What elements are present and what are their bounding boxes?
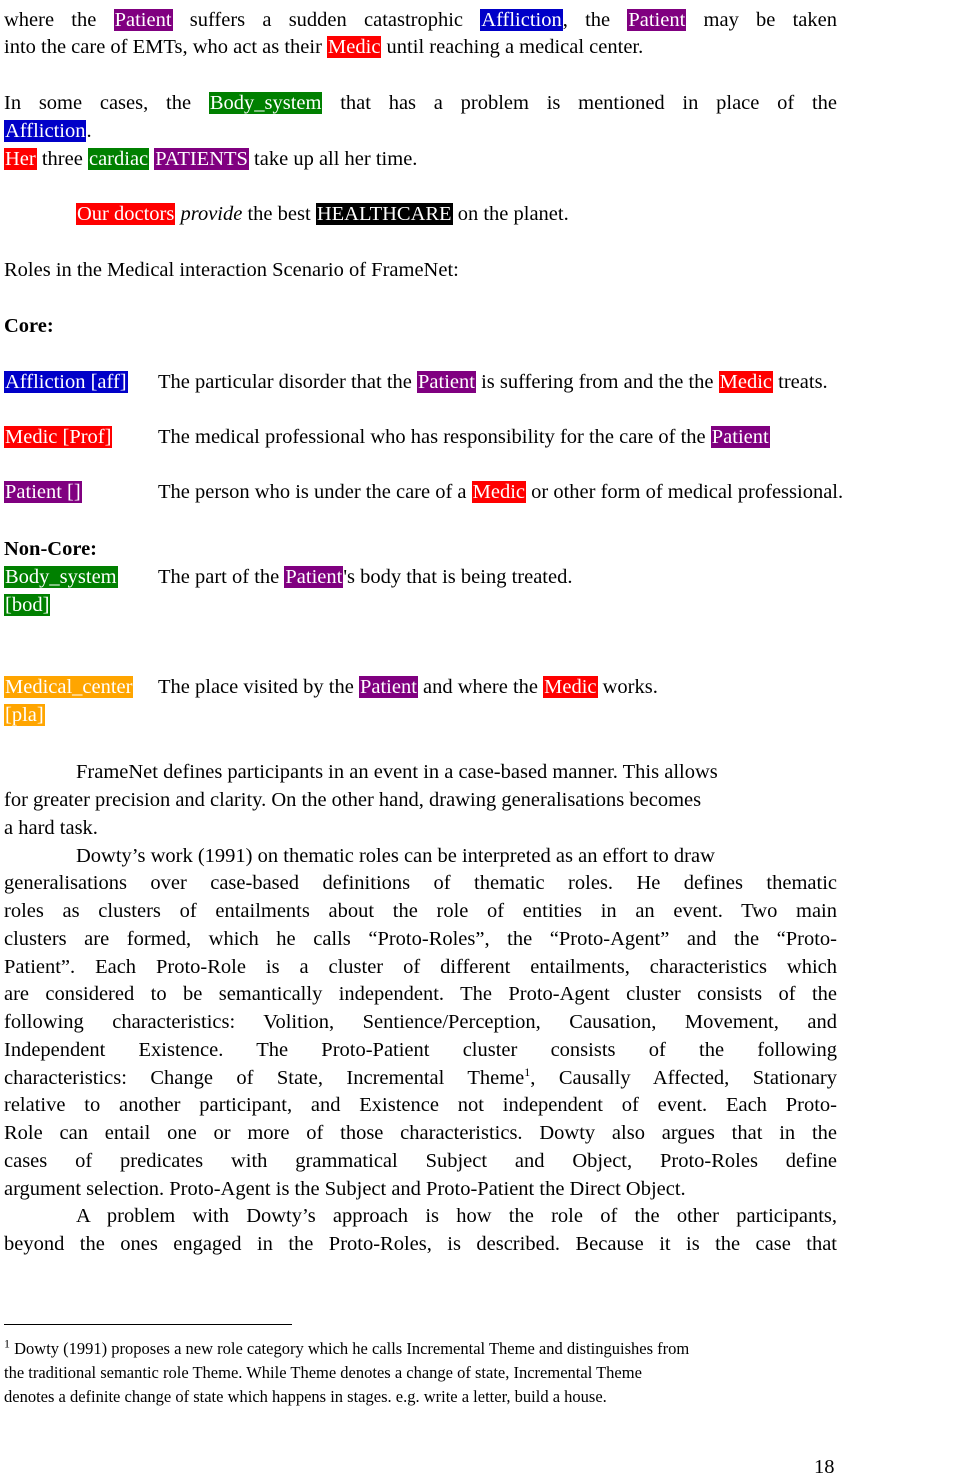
footnote-line: denotes a definite change of state which happens in stages. e.g. write a letter, build a house. <box>4 1387 607 1406</box>
dowty-para-line: relative to another participant, and Existence not independent of event. Each Proto- <box>4 1094 837 1116</box>
text-span: 's body that is being treated. <box>343 566 573 588</box>
text-span: , the <box>562 9 628 31</box>
medic-highlight: Medic <box>544 676 597 698</box>
role-tag-patient <box>4 479 82 505</box>
text-span: In some cases, the <box>4 92 209 114</box>
page-number: 18 <box>814 1456 835 1478</box>
patient-highlight: Patient <box>628 9 686 31</box>
medic-highlight: Medic <box>472 481 526 503</box>
medic-highlight: Medic <box>719 371 773 393</box>
text-span: where the <box>4 9 114 31</box>
roles-heading: Roles in the Medical interaction Scenario of FrameNet: <box>4 259 459 281</box>
dowty-para-line: roles as clusters of entailments about the role of entities in an event. Two main <box>4 900 837 922</box>
text-span: suffers a sudden catastrophic <box>172 9 481 31</box>
medic-highlight: Medic <box>328 36 381 58</box>
framenet-para-line: a hard task. <box>4 817 98 839</box>
affliction-highlight: Affliction <box>481 9 562 31</box>
medical-center-tag-abbr: [pla] <box>5 704 44 726</box>
text-span: three <box>36 148 88 170</box>
role-definition-body-system <box>158 564 572 590</box>
noncore-heading: Non-Core: <box>4 538 97 560</box>
role-tag-body-system <box>4 564 118 590</box>
body-system-tag-abbr: [bod] <box>5 594 50 616</box>
affliction-tag: Affliction [aff] <box>5 371 127 393</box>
patient-highlight: Patient <box>114 9 172 31</box>
problem-para-line: A problem with Dowty’s approach is how the role of the other participants, <box>76 1205 837 1227</box>
footnote-divider <box>4 1324 292 1325</box>
text-span: take up all her time. <box>248 148 418 170</box>
problem-para-line: beyond the ones engaged in the Proto-Roles, is described. Because it is the case that <box>4 1233 837 1255</box>
role-tag-body-system-abbr <box>4 592 50 618</box>
text-span: that has a problem is mentioned in place of the <box>322 92 838 114</box>
core-heading: Core: <box>4 315 54 337</box>
framenet-para-line: for greater precision and clarity. On the other hand, drawing generalisations becomes <box>4 789 702 811</box>
footnote-line <box>4 1337 689 1360</box>
role-definition-medical-center <box>158 674 658 700</box>
text-span: The place visited by the <box>158 676 359 698</box>
affliction-highlight: Affliction <box>5 120 86 142</box>
dowty-para-line: Independent Existence. The Proto-Patient cluster consists of the following <box>4 1039 837 1061</box>
text-span: and where the <box>417 676 544 698</box>
top-para-line-1 <box>4 7 837 33</box>
dowty-para-line: cases of predicates with grammatical Subject and Object, Proto-Roles define <box>4 1150 837 1172</box>
text-span: until reaching a medical center. <box>381 36 644 58</box>
text-span: on the planet. <box>452 203 569 225</box>
role-definition-affliction <box>158 369 828 395</box>
dowty-para-line: generalisations over case-based definitions of thematic roles. He defines thematic <box>4 872 837 894</box>
patient-highlight: Patient <box>711 426 769 448</box>
role-tag-medical-center-abbr <box>4 702 45 728</box>
patient-highlight: Patient <box>418 371 475 393</box>
text-span: The part of the <box>158 566 285 588</box>
dowty-para-line: are considered to be semantically independent. The Proto-Agent cluster consists of the <box>4 983 837 1005</box>
framenet-para-line: FrameNet defines participants in an event in a case-based manner. This allows <box>76 761 718 783</box>
body-system-tag: Body_system <box>5 566 117 588</box>
medic-tag: Medic [Prof] <box>5 426 112 448</box>
text-span: characteristics: Change of State, Incremental Theme <box>4 1067 525 1089</box>
dowty-para-line: clusters are formed, which he calls “Proto-Roles”, the “Proto-Agent” and the “Proto- <box>4 928 837 950</box>
text-span: or other form of medical professional. <box>526 481 844 503</box>
verb-text: provide <box>180 203 243 225</box>
role-tag-medic <box>4 424 112 450</box>
dowty-para-line: argument selection. Proto-Agent is the Subject and Proto-Patient the Direct Object. <box>4 1178 686 1200</box>
footnote-mark: 1 <box>4 1336 10 1351</box>
text-span: , Causally Affected, Stationary <box>530 1067 837 1089</box>
text-span: the best <box>242 203 316 225</box>
dowty-para-line: following characteristics: Volition, Sentience/Perception, Causation, Movement, and <box>4 1011 837 1033</box>
role-definition-medic <box>158 424 770 450</box>
example-sentence-1 <box>4 146 417 172</box>
medic-highlight: Her <box>5 148 36 170</box>
text-span: is suffering from and the the <box>475 371 719 393</box>
role-tag-affliction <box>4 369 128 395</box>
text-span: into the care of EMTs, who act as their <box>4 36 328 58</box>
text-span: works. <box>597 676 658 698</box>
dowty-para-line: Role can entail one or more of those characteristics. Dowty also argues that in the <box>4 1122 837 1144</box>
body-para-line-1 <box>4 90 837 116</box>
dowty-para-line: Dowty’s work (1991) on thematic roles can be interpreted as an effort to draw <box>76 845 715 867</box>
body-system-highlight: Body_system <box>209 92 322 114</box>
footnote-line: the traditional semantic role Theme. While Theme denotes a change of state, Incremental Theme <box>4 1363 642 1382</box>
footnote-ref[interactable]: 1 <box>524 1065 531 1080</box>
role-tag-medical-center <box>4 674 133 700</box>
healthcare-highlight: HEALTHCARE <box>316 203 452 225</box>
text-span: treats. <box>773 371 828 393</box>
body-para-line-2 <box>4 118 92 144</box>
role-definition-patient <box>158 479 843 505</box>
dowty-para-line-footnote-ref <box>4 1065 837 1091</box>
medical-center-tag: Medical_center <box>5 676 133 698</box>
text-span: The medical professional who has responsibility for the care of the <box>158 426 711 448</box>
body-system-highlight: cardiac <box>88 148 149 170</box>
text-span: Dowty (1991) proposes a new role category which he calls Incremental Theme and distinguishes from <box>10 1339 690 1358</box>
top-para-line-2 <box>4 34 643 60</box>
text-span: may be taken <box>686 9 838 31</box>
patient-highlight: Patient <box>285 566 343 588</box>
patient-highlight: Patient <box>359 676 417 698</box>
text-span: The particular disorder that the <box>158 371 417 393</box>
text-span: The person who is under the care of a <box>158 481 472 503</box>
patient-highlight: PATIENTS <box>155 148 248 170</box>
patient-tag: Patient [] <box>5 481 81 503</box>
medic-highlight: Our doctors <box>77 203 175 225</box>
example-sentence-2 <box>76 201 569 227</box>
dowty-para-line: Patient”. Each Proto-Role is a cluster of different entailments, characteristics which <box>4 956 837 978</box>
text-span: . <box>86 120 92 142</box>
